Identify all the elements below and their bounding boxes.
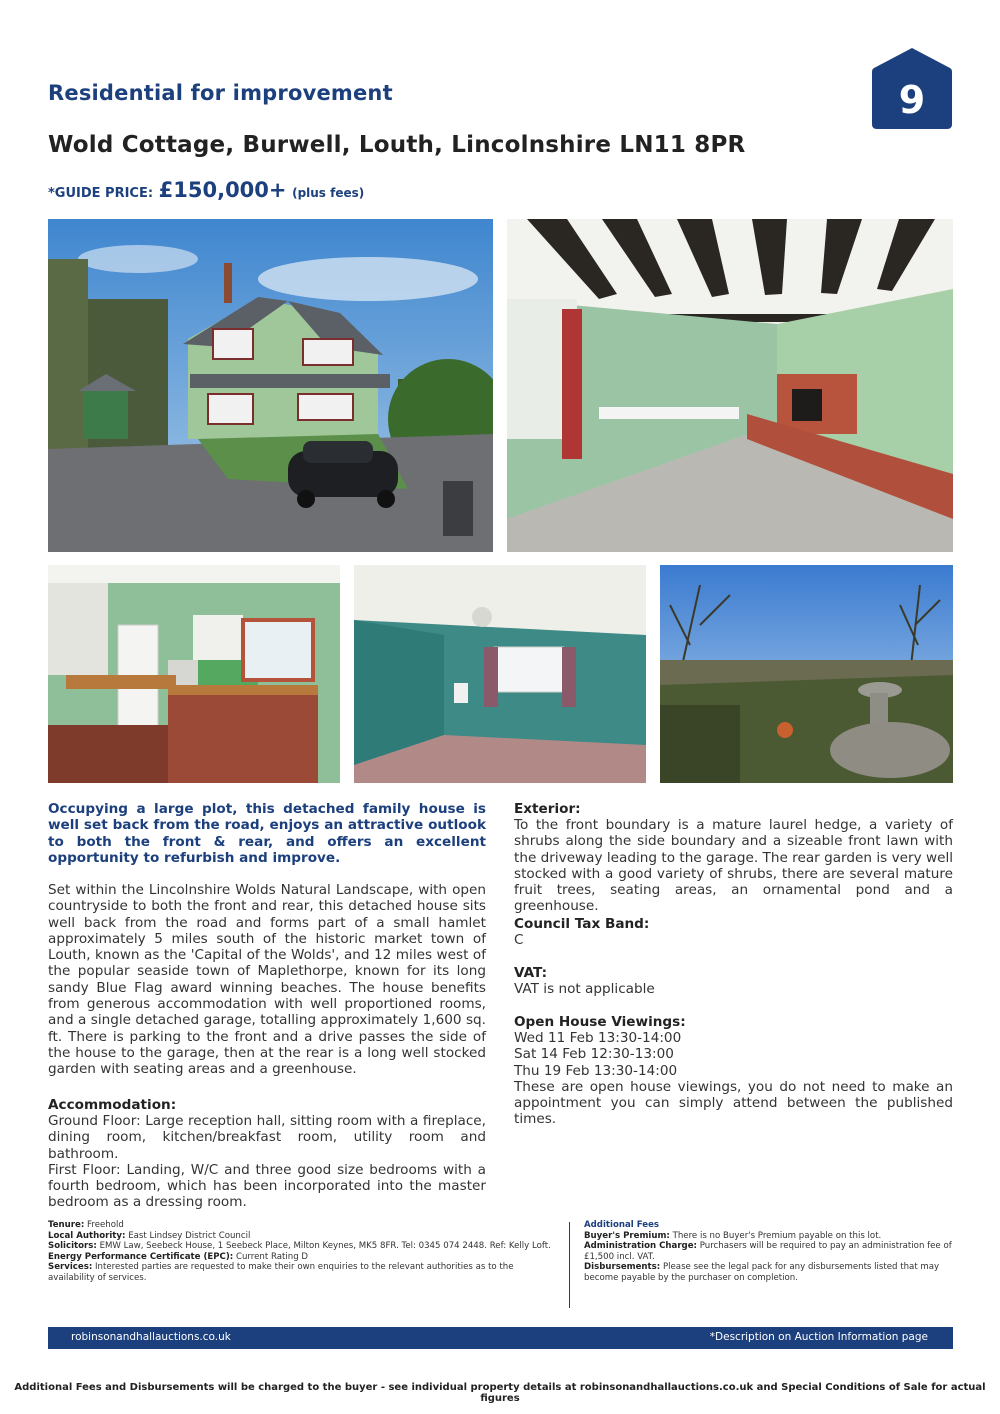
viewings-heading: Open House Viewings: — [514, 1014, 686, 1030]
solicitors-label: Solicitors: — [48, 1241, 97, 1251]
bedroom-photo — [354, 565, 646, 783]
lot-number: 9 — [898, 78, 926, 122]
exterior-heading: Exterior: — [514, 801, 581, 817]
tenure-label: Tenure: — [48, 1220, 85, 1230]
tenure-value: Freehold — [87, 1220, 124, 1230]
garden-photo — [660, 565, 953, 783]
local-authority-value: East Lindsey District Council — [128, 1230, 251, 1241]
guide-price-fees: (plus fees) — [292, 186, 365, 200]
accommodation-text — [48, 1113, 486, 1211]
fees-divider — [569, 1222, 570, 1308]
council-tax-value: C — [514, 932, 524, 948]
kitchen-photo — [48, 565, 340, 783]
exterior-text: To the front boundary is a mature laurel hedge, a variety of shrubs along the side boundary and a sizeable front lawn with the driveway leading to the garage. The rear garden is very well stocked with a good variety of shrubs, there are several mature fruit trees, seating areas, an ornamental pond and a greenhouse. — [514, 817, 953, 915]
council-tax-heading: Council Tax Band: — [514, 916, 650, 932]
admin-charge-label: Administration Charge: — [584, 1241, 697, 1251]
guide-price — [48, 178, 364, 202]
vat-value: VAT is not applicable — [514, 981, 655, 997]
additional-fees-heading: Additional Fees — [584, 1220, 660, 1230]
category-heading: Residential for improvement — [48, 81, 393, 105]
buyers-premium-label: Buyer's Premium: — [584, 1230, 670, 1241]
accommodation-first-floor: First Floor: Landing, W/C and three good size bedrooms with a fourth bedroom, which has been incorporated into the master bedroom as a dressing room. — [48, 1161, 486, 1211]
local-authority-label: Local Authority: — [48, 1230, 126, 1241]
house-exterior-photo — [48, 219, 493, 552]
disbursements-label: Disbursements: — [584, 1262, 661, 1272]
disbursements-value: Please see the legal pack for any disbursements listed that may become payable by the purchaser on completion. — [584, 1262, 940, 1283]
fees-disclaimer: Additional Fees and Disbursements will be charged to the buyer - see individual property details at robinsonandhallauctions.co.uk and Special Conditions of Sale for actual figures — [14, 1382, 986, 1404]
viewing-slot: Wed 11 Feb 13:30-14:00 — [514, 1030, 682, 1046]
solicitors-value: EMW Law, Seebeck House, 1 Seebeck Place, Milton Keynes, MK5 8FR. Tel: 0345 074 2448. Ref: Kelly Loft. — [99, 1241, 551, 1251]
viewings-note: These are open house viewings, you do not need to make an appointment you can simply attend between the published times. — [514, 1078, 953, 1128]
epc-value: Current Rating D — [235, 1251, 309, 1262]
property-details — [48, 1220, 558, 1283]
property-address: Wold Cottage, Burwell, Louth, Lincolnshire LN11 8PR — [48, 132, 746, 158]
viewings-list — [514, 1030, 953, 1128]
intro-paragraph: Occupying a large plot, this detached family house is well set back from the road, enjoys an attractive outlook to both the front & rear, and offers an excellent opportunity to refurbish and improve. — [48, 801, 486, 867]
sitting-room-photo — [507, 219, 953, 552]
accommodation-heading: Accommodation: — [48, 1097, 177, 1113]
viewing-slot: Thu 19 Feb 13:30-14:00 — [514, 1062, 678, 1079]
vat-heading: VAT: — [514, 965, 548, 981]
accommodation-ground-floor: Ground Floor: Large reception hall, sitting room with a fireplace, dining room, kitchen/breakfast room, utility room and bathroom. — [48, 1113, 486, 1162]
admin-charge-value: Purchasers will be required to pay an administration fee of £1,500 incl. VAT. — [584, 1241, 952, 1262]
viewing-slot: Sat 14 Feb 12:30-13:00 — [514, 1046, 674, 1063]
description-paragraph: Set within the Lincolnshire Wolds Natural Landscape, with open countryside to both the front and rear, this detached house sits well back from the road and forms part of a small hamlet approximately 5 miles south of the historic market town of Louth, known as the 'Capital of the Wolds', and 12 miles west of the popular seaside town of Maplethorpe, known for its long sandy Blue Flag award winning beaches. The house benefits from generous accommodation with well proportioned rooms, and a single detached garage, totalling approximately 1,600 sq. ft. There is parking to the front and a drive passes the side of the house to the garage, then at the rear is a long well stocked garden with seating areas and a greenhouse. — [48, 882, 486, 1078]
additional-fees — [584, 1220, 954, 1283]
footer-bar — [48, 1327, 953, 1349]
buyers-premium-value: There is no Buyer's Premium payable on this lot. — [672, 1230, 882, 1241]
guide-price-value: £150,000+ — [158, 178, 287, 202]
footer-note: *Description on Auction Information page — [709, 1331, 928, 1343]
guide-price-label: *GUIDE PRICE: — [48, 186, 154, 201]
epc-label: Energy Performance Certificate (EPC): — [48, 1251, 234, 1262]
website-link[interactable]: robinsonandhallauctions.co.uk — [71, 1331, 231, 1343]
services-label: Services: — [48, 1262, 93, 1272]
services-value: Interested parties are requested to make their own enquiries to the relevant authorities as to the availability of services. — [48, 1262, 514, 1283]
